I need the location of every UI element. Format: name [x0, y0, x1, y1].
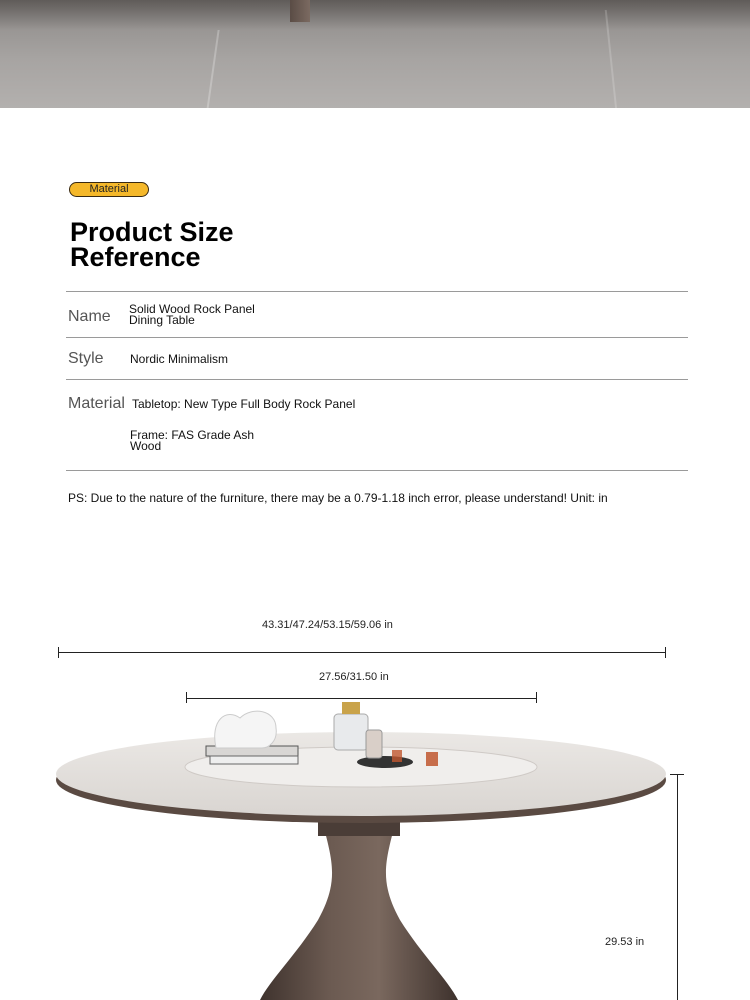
product-photo-top	[0, 0, 750, 108]
book-stack	[210, 756, 298, 764]
table-leg-photo	[290, 0, 310, 22]
glass	[426, 752, 438, 766]
table-divider	[66, 379, 688, 380]
table-width-label: 43.31/47.24/53.15/59.06 in	[262, 619, 393, 631]
table-divider	[66, 337, 688, 338]
tolerance-note: PS: Due to the nature of the furniture, there may be a 0.79-1.18 inch error, please understand! Unit: in	[68, 491, 608, 505]
dimension-tick	[58, 647, 59, 658]
spec-label-material: Material	[68, 395, 125, 412]
spec-value-material-1: Tabletop: New Type Full Body Rock Panel	[132, 397, 356, 411]
title-line-1: Product Size	[70, 217, 234, 247]
spec-value-material-2: Frame: FAS Grade Ash	[130, 428, 255, 442]
table-width-line	[58, 652, 666, 653]
table-divider	[66, 291, 688, 292]
photo-shadow	[0, 0, 750, 30]
dimension-tick	[665, 647, 666, 658]
dining-table-illustration	[0, 690, 750, 1000]
height-label: 29.53 in	[605, 936, 645, 948]
spec-value-name-1: Solid Wood Rock Panel	[129, 302, 255, 316]
title-line-2: Reference	[70, 242, 201, 272]
spec-value-material-3: Wood	[130, 439, 162, 453]
page-title	[70, 217, 330, 272]
spec-value-style: Nordic Minimalism	[130, 352, 229, 366]
decanter-cap	[342, 702, 360, 714]
turntable-width-label: 27.56/31.50 in	[319, 671, 389, 683]
floor-seam	[206, 30, 219, 108]
tray	[357, 756, 413, 768]
decanter	[334, 714, 368, 750]
glass	[392, 750, 402, 762]
vase	[215, 711, 277, 748]
spec-label-name: Name	[68, 308, 111, 325]
pedestal	[260, 820, 458, 1000]
material-badge: Material	[69, 182, 149, 197]
table-divider	[66, 470, 688, 471]
bottle	[366, 730, 382, 758]
spec-label-style: Style	[68, 350, 104, 367]
height-line	[677, 774, 678, 1000]
spec-value-name-2: Dining Table	[129, 313, 195, 327]
